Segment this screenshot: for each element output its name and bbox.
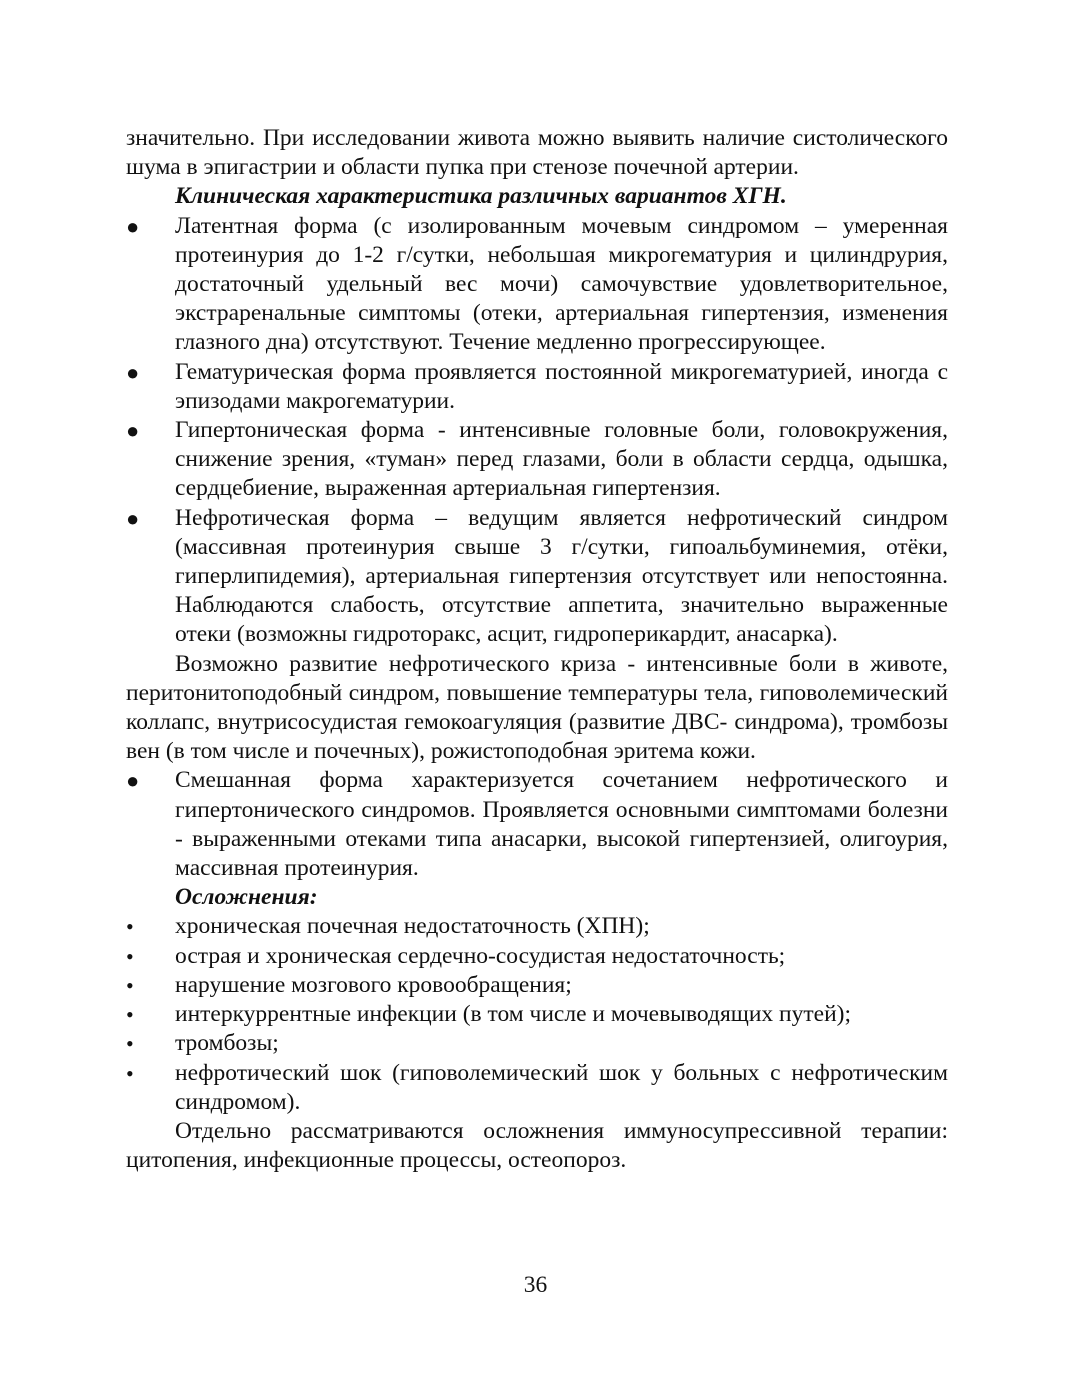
clinical-heading: Клиническая характеристика различных вариантов ХГН. xyxy=(175,183,787,210)
list-item-text: нарушение мозгового кровообращения; xyxy=(175,971,572,998)
immuno-paragraph: Отдельно рассматриваются осложнения иммуносупрессивной терапии: цитопения, инфекционные процессы, остеопороз. xyxy=(126,1117,948,1174)
page-number: 36 xyxy=(523,1272,548,1298)
bullet-icon: ● xyxy=(126,505,140,531)
list-item-text: тромбозы; xyxy=(175,1030,279,1057)
bullet-icon: ● xyxy=(126,359,140,385)
bullet-icon: ● xyxy=(126,418,140,444)
list-item-text: Латентная форма (с изолированным мочевым синдромом – умеренная протеинурия до 1-2 г/сутки, небольшая микрогематурия и цилиндрурия, достаточный удельный вес мочи) самочувствие удовлетворительное, экстраренальные симптомы (отеки, артериальная гипертензия, изменения глазного дна) отсутствуют. Течение медленно прогрессирующее. xyxy=(175,212,948,356)
list-item-complication xyxy=(126,942,948,971)
list-item-hematuric-form xyxy=(126,358,948,416)
complications-heading: Осложнения: xyxy=(175,884,318,911)
list-item-complication xyxy=(126,971,948,1000)
intro-paragraph: значительно. При исследовании живота можно выявить наличие систолического шума в эпигастрии и области пупка при стенозе почечной артерии. xyxy=(126,125,948,181)
bullet-icon: • xyxy=(126,972,134,998)
bullet-icon: • xyxy=(126,943,134,969)
list-item-mixed-form xyxy=(126,766,948,883)
list-item-complication xyxy=(126,1059,948,1117)
list-item-hypertonic-form xyxy=(126,416,948,504)
list-item-latent-form xyxy=(126,212,948,358)
list-item-text: Нефротическая форма – ведущим является нефротический синдром (массивная протеинурия свыше 3 г/сутки, гипоальбуминемия, отёки, гиперлипидемия), артериальная гипертензия отсутствует или непостоянна. Наблюдаются слабость, отсутствие аппетита, значительно выраженные отеки (возможны гидроторакс, асцит, гидроперикардит, анасарка). xyxy=(175,504,948,648)
list-item-complication xyxy=(126,912,948,941)
list-item-text: Смешанная форма характеризуется сочетанием нефротического и гипертонического синдромов. Проявляется основными симптомами болезни - выраженными отеками типа анасарки, высокой гипертензией, олигоурия, массивная протеинурия. xyxy=(175,767,948,882)
list-item-text: Гематурическая форма проявляется постоянной микрогематурией, иногда с эпизодами макрогематурии. xyxy=(175,358,948,414)
list-item-complication xyxy=(126,1029,948,1058)
bullet-icon: • xyxy=(126,1031,134,1057)
bullet-icon: • xyxy=(126,1002,134,1028)
document-page xyxy=(126,124,948,1175)
bullet-icon: • xyxy=(126,914,134,940)
list-item-text: хроническая почечная недостаточность (ХПН); xyxy=(175,913,650,940)
list-item-complication xyxy=(126,1000,948,1029)
bullet-icon: ● xyxy=(126,768,140,794)
list-item-text: нефротический шок (гиповолемический шок у больных с нефротическим синдромом). xyxy=(175,1059,948,1115)
list-item-text: острая и хроническая сердечно-сосудистая недостаточность; xyxy=(175,942,786,969)
bullet-icon: • xyxy=(126,1060,134,1086)
list-item-text: интеркуррентные инфекции (в том числе и мочевыводящих путей); xyxy=(175,1001,852,1028)
list-item-nephrotic-form xyxy=(126,504,948,650)
crisis-paragraph: Возможно развитие нефротического криза - интенсивные боли в животе, перитонитоподобный синдром, повышение температуры тела, гиповолемический коллапс, внутрисосудистая гемокоагуляция (развитие ДВС- синдрома), тромбозы вен (в том числе и почечных), рожистоподобная эритема кожи. xyxy=(126,650,948,765)
bullet-icon: ● xyxy=(126,213,140,239)
list-item-text: Гипертоническая форма - интенсивные головные боли, головокружения, снижение зрения, «туман» перед глазами, боли в области сердца, одышка, сердцебиение, выраженная артериальная гипертензия. xyxy=(175,417,948,502)
